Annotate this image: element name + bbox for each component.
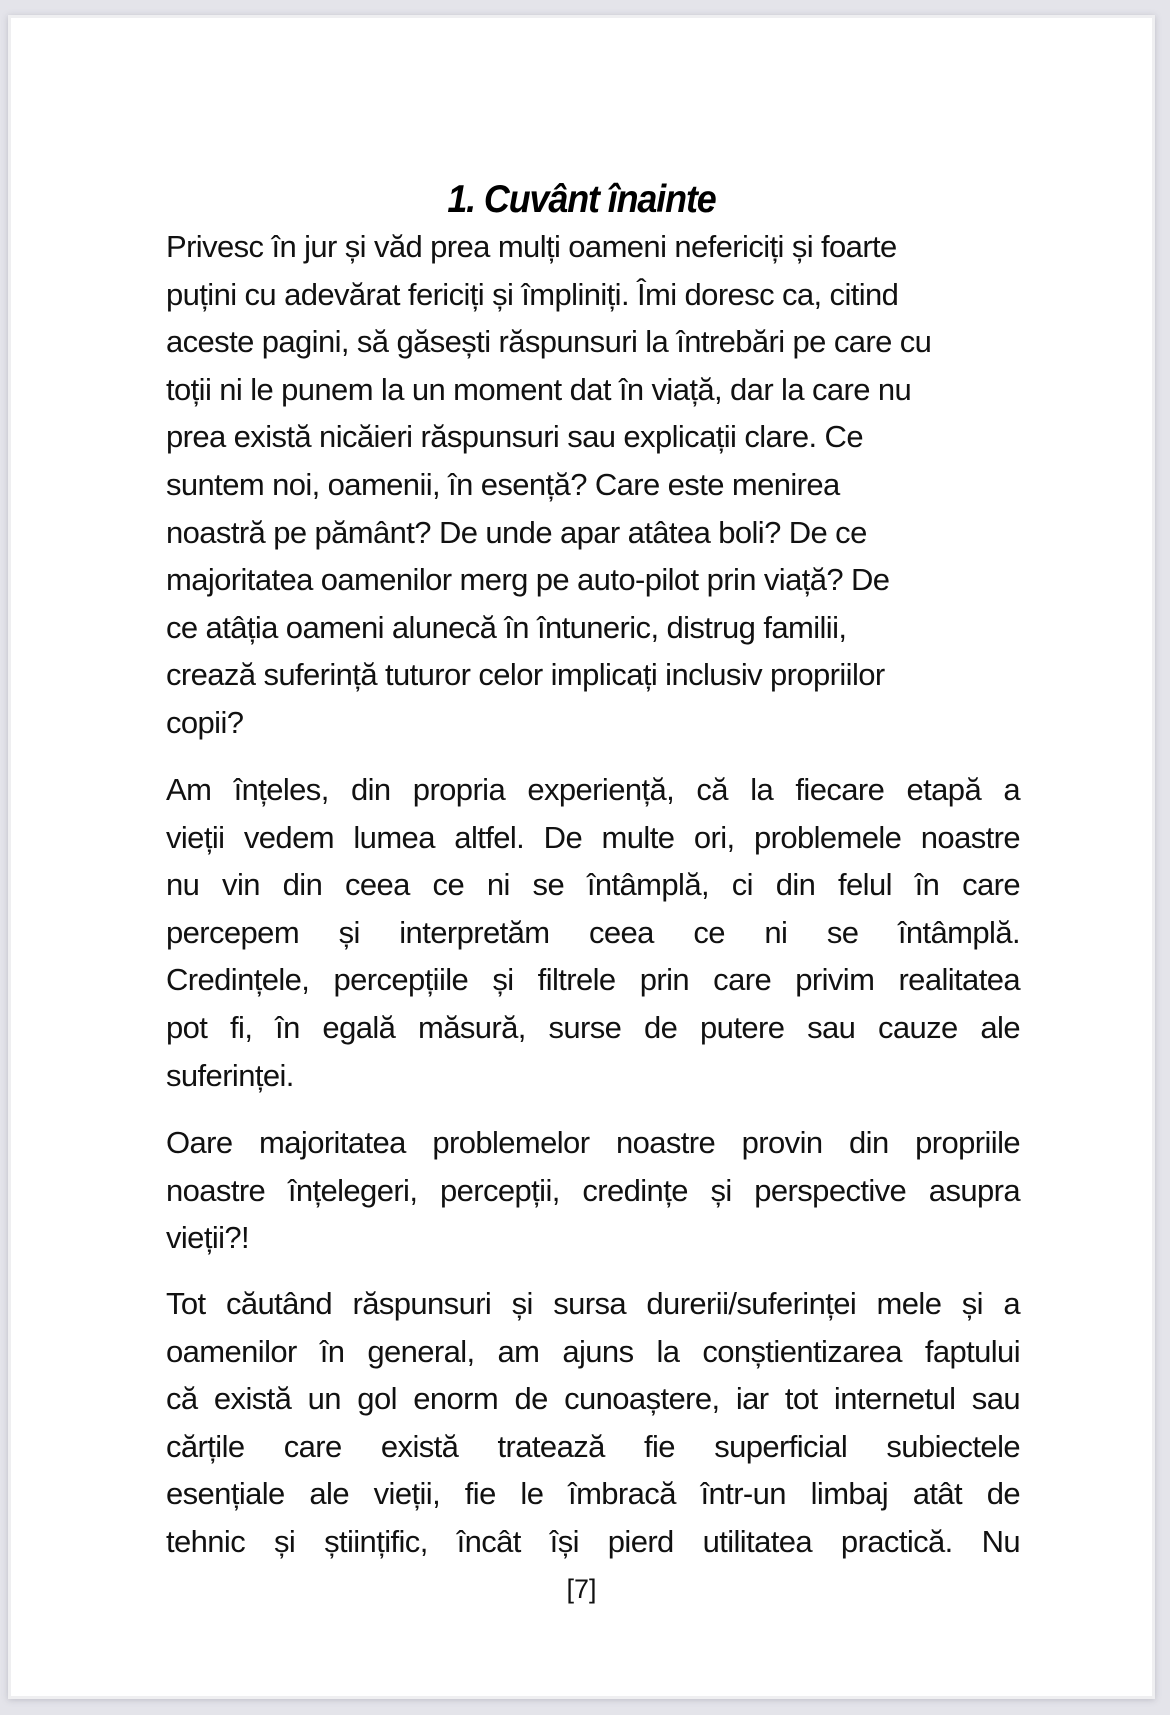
text-line: noastre înțelegeri, percepții, credințe și perspective asupra xyxy=(166,1172,1020,1208)
text-line: oamenilor în general, am ajuns la conștientizarea faptului xyxy=(166,1333,1020,1369)
paragraph-1 xyxy=(166,223,1020,747)
text-line: percepem și interpretăm ceea ce ni se întâmplă. xyxy=(166,914,1020,950)
text-line: aceste pagini, să găsești răspunsuri la întrebări pe care cu xyxy=(166,324,932,360)
text-line: Credințele, percepțiile și filtrele prin care privim realitatea xyxy=(166,962,1020,998)
text-line: puțini cu adevărat fericiți și împliniți. Îmi doresc ca, citind xyxy=(166,276,899,312)
paragraph-4 xyxy=(166,1280,1020,1566)
text-line: nu vin din ceea ce ni se întâmplă, ci din felul în care xyxy=(166,867,1020,903)
text-line: Tot căutând răspunsuri și sursa durerii/suferinței mele și a xyxy=(166,1286,1020,1321)
chapter-title: 1. Cuvânt înainte xyxy=(447,178,716,222)
text-line: Am înțeles, din propria experiență, că la fiecare etapă a xyxy=(166,772,1020,807)
text-line: suferinței. xyxy=(166,1057,294,1093)
text-line: crează suferință tuturor celor implicați inclusiv propriilor xyxy=(166,657,885,693)
text-line: majoritatea oamenilor merg pe auto-pilot prin viață? De xyxy=(166,562,890,598)
text-line: cărțile care există tratează fie superficial subiectele xyxy=(166,1428,1020,1464)
page-number: [7] xyxy=(566,1574,597,1604)
text-line: Privesc în jur și văd prea mulți oameni nefericiți și foarte xyxy=(166,229,897,264)
text-line: prea există nicăieri răspunsuri sau explicații clare. Ce xyxy=(166,419,863,455)
text-line: Oare majoritatea problemelor noastre provin din propriile xyxy=(166,1125,1020,1160)
text-line: suntem noi, oamenii, în esență? Care este menirea xyxy=(166,466,840,502)
text-line: pot fi, în egală măsură, surse de putere sau cauze ale xyxy=(166,1009,1020,1045)
paragraph-3 xyxy=(166,1119,1020,1262)
text-line: vieții vedem lumea altfel. De multe ori, problemele noastre xyxy=(166,819,1020,855)
text-line: ce atâția oameni alunecă în întuneric, distrug familii, xyxy=(166,609,847,645)
text-line: vieții?! xyxy=(166,1220,250,1256)
text-line: tehnic și științific, încât își pierd utilitatea practică. Nu xyxy=(166,1523,1020,1559)
text-line: toții ni le punem la un moment dat în viață, dar la care nu xyxy=(166,371,912,407)
paragraph-2 xyxy=(166,766,1020,1099)
text-line: noastră pe pământ? De unde apar atâtea boli? De ce xyxy=(166,514,867,550)
text-line: copii? xyxy=(166,704,244,740)
text-line: că există un gol enorm de cunoaștere, iar tot internetul sau xyxy=(166,1381,1020,1417)
text-line: esențiale ale vieții, fie le îmbracă într-un limbaj atât de xyxy=(166,1476,1020,1512)
document-page xyxy=(8,15,1155,1699)
